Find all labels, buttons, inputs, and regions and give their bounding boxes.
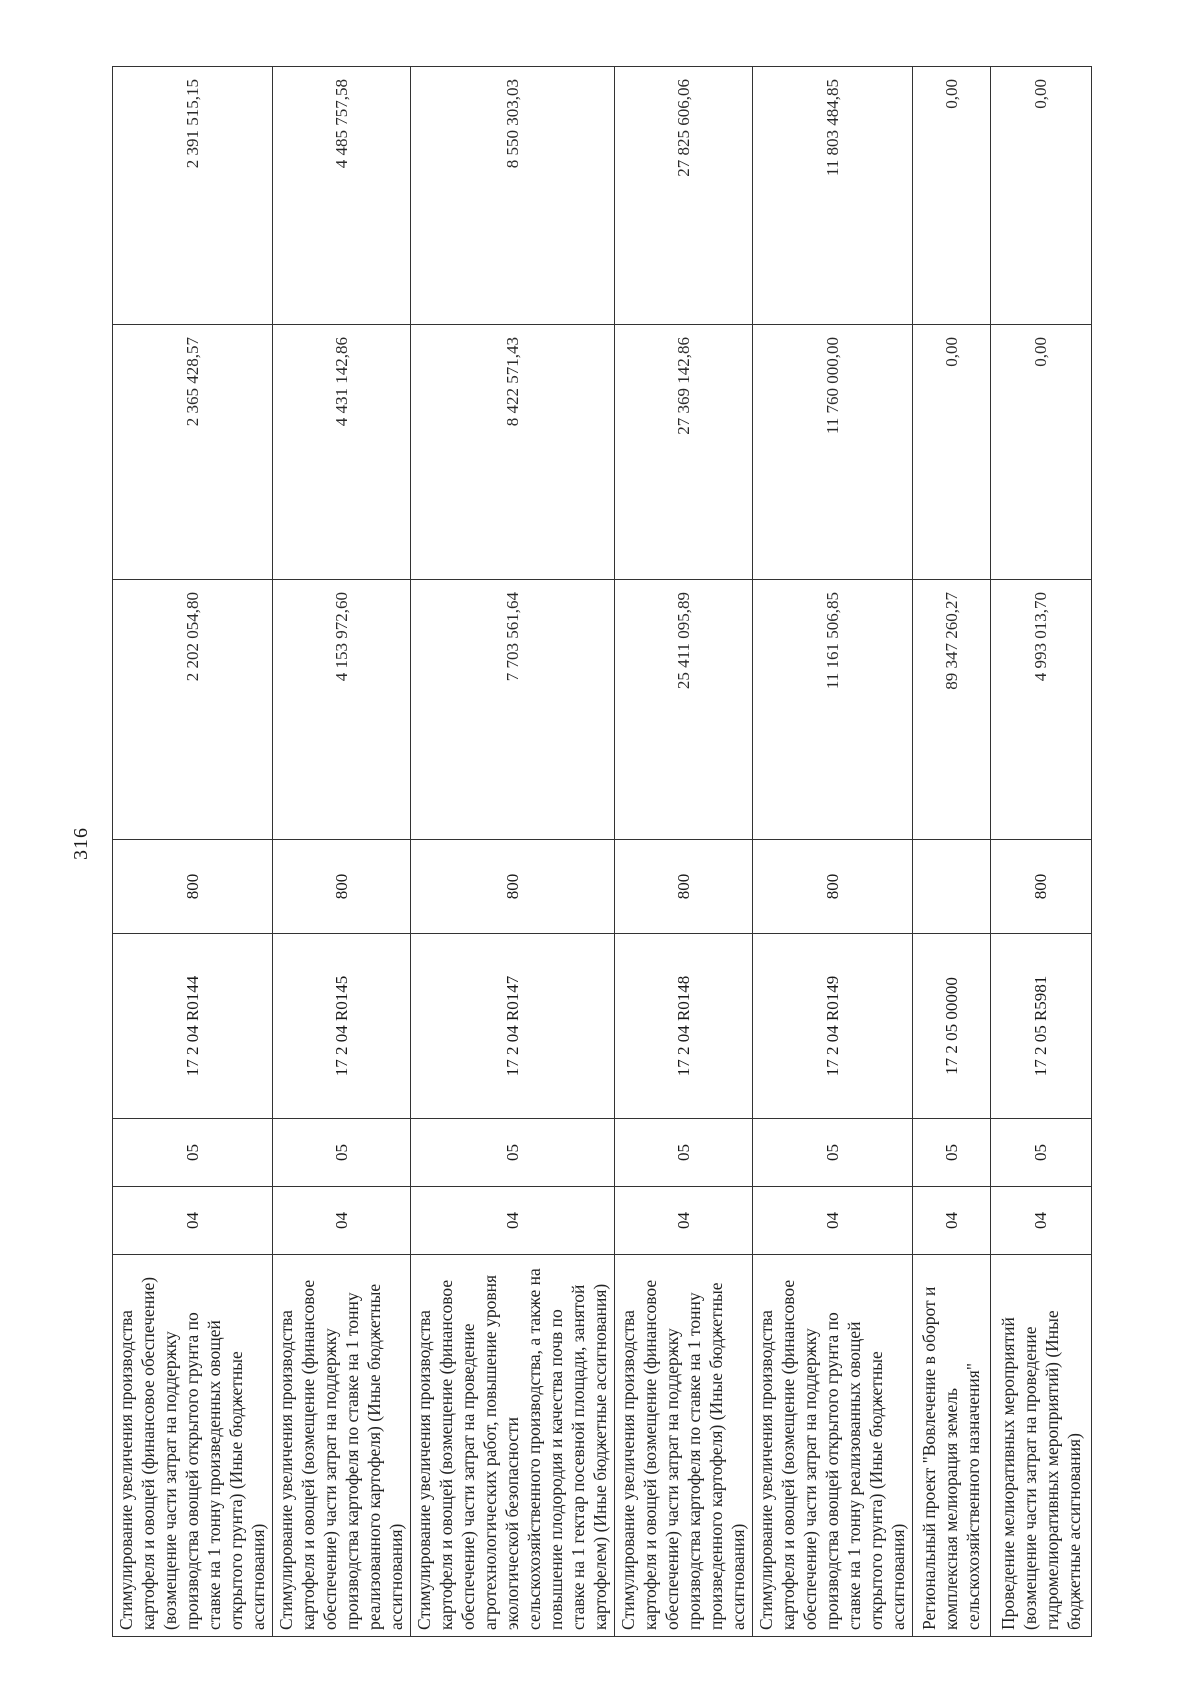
row-name: Стимулирование увеличения производства картофеля и овощей (финансовое обеспечение) (возмещение части затрат на поддержку производства овощей открытого грунта по ставке на 1 тонну произведенных овощей открытого грунта) (Иные бюджетные ассигнования) xyxy=(113,1255,273,1637)
row-year3: 0,00 xyxy=(991,67,1092,325)
row-vr: 800 xyxy=(753,840,913,934)
row-year1: 89 347 260,27 xyxy=(913,580,991,840)
row-year2: 11 760 000,00 xyxy=(753,325,913,580)
row-pr: 05 xyxy=(615,1119,753,1187)
row-vr xyxy=(913,840,991,934)
table-row xyxy=(753,67,913,1637)
row-vr: 800 xyxy=(991,840,1092,934)
row-year3: 2 391 515,15 xyxy=(113,67,273,325)
row-csr: 17 2 05 00000 xyxy=(913,934,991,1119)
budget-table-container xyxy=(112,67,1200,1637)
row-year1: 7 703 561,64 xyxy=(411,580,615,840)
row-year3: 0,00 xyxy=(913,67,991,325)
row-year1: 2 202 054,80 xyxy=(113,580,273,840)
row-name: Стимулирование увеличения производства картофеля и овощей (возмещение (финансовое обеспечение) части затрат на поддержку производства картофеля по ставке на 1 тонну реализованного картофеля) (Иные бюджетные ассигнования) xyxy=(273,1255,411,1637)
table-row xyxy=(615,67,753,1637)
row-vr: 800 xyxy=(113,840,273,934)
row-rz: 04 xyxy=(753,1187,913,1255)
row-year1: 11 161 506,85 xyxy=(753,580,913,840)
row-year2: 8 422 571,43 xyxy=(411,325,615,580)
row-rz: 04 xyxy=(615,1187,753,1255)
row-year1: 4 993 013,70 xyxy=(991,580,1092,840)
table-row xyxy=(991,67,1092,1637)
row-year2: 0,00 xyxy=(913,325,991,580)
row-pr: 05 xyxy=(273,1119,411,1187)
row-csr: 17 2 05 R5981 xyxy=(991,934,1092,1119)
row-year1: 4 153 972,60 xyxy=(273,580,411,840)
row-name: Проведение мелиоративных мероприятий (возмещение части затрат на проведение гидромелиоративных мероприятий) (Иные бюджетные ассигнования) xyxy=(991,1255,1092,1637)
row-name: Стимулирование увеличения производства картофеля и овощей (возмещение (финансовое обеспечение) части затрат на поддержку производства овощей открытого грунта по ставке на 1 тонну реализованных овощей открытого грунта) (Иные бюджетные ассигнования) xyxy=(753,1255,913,1637)
row-csr: 17 2 04 R0145 xyxy=(273,934,411,1119)
row-csr: 17 2 04 R0148 xyxy=(615,934,753,1119)
row-rz: 04 xyxy=(411,1187,615,1255)
row-rz: 04 xyxy=(113,1187,273,1255)
row-year3: 11 803 484,85 xyxy=(753,67,913,325)
row-name: Стимулирование увеличения производства картофеля и овощей (возмещение (финансовое обеспечение) части затрат на поддержку производства картофеля по ставке на 1 тонну произведенного картофеля) (Иные бюджетные ассигнования) xyxy=(615,1255,753,1637)
row-pr: 05 xyxy=(913,1119,991,1187)
budget-table xyxy=(112,66,1092,1637)
row-year3: 27 825 606,06 xyxy=(615,67,753,325)
table-row xyxy=(411,67,615,1637)
row-vr: 800 xyxy=(411,840,615,934)
row-year3: 4 485 757,58 xyxy=(273,67,411,325)
row-year3: 8 550 303,03 xyxy=(411,67,615,325)
row-rz: 04 xyxy=(991,1187,1092,1255)
row-pr: 05 xyxy=(991,1119,1092,1187)
row-vr: 800 xyxy=(273,840,411,934)
row-name: Стимулирование увеличения производства картофеля и овощей (возмещение (финансовое обеспечение) части затрат на проведение агротехнологических работ, повышение уровня экологической безопасности сельскохозяйственного производства, а также на повышение плодородия и качества почв по ставке на 1 гектар посевной площади, занятой картофелем) (Иные бюджетные ассигнования) xyxy=(411,1255,615,1637)
row-year2: 27 369 142,86 xyxy=(615,325,753,580)
row-pr: 05 xyxy=(113,1119,273,1187)
row-year2: 0,00 xyxy=(991,325,1092,580)
row-rz: 04 xyxy=(273,1187,411,1255)
table-row xyxy=(273,67,411,1637)
row-pr: 05 xyxy=(753,1119,913,1187)
row-pr: 05 xyxy=(411,1119,615,1187)
row-name: Региональный проект "Вовлечение в оборот и комплексная мелиорация земель сельскохозяйственного назначения" xyxy=(913,1255,991,1637)
row-rz: 04 xyxy=(913,1187,991,1255)
row-csr: 17 2 04 R0144 xyxy=(113,934,273,1119)
table-row xyxy=(113,67,273,1637)
row-vr: 800 xyxy=(615,840,753,934)
row-year2: 4 431 142,86 xyxy=(273,325,411,580)
row-year1: 25 411 095,89 xyxy=(615,580,753,840)
page-number: 316 xyxy=(70,827,92,860)
row-csr: 17 2 04 R0149 xyxy=(753,934,913,1119)
row-csr: 17 2 04 R0147 xyxy=(411,934,615,1119)
table-row xyxy=(913,67,991,1637)
row-year2: 2 365 428,57 xyxy=(113,325,273,580)
